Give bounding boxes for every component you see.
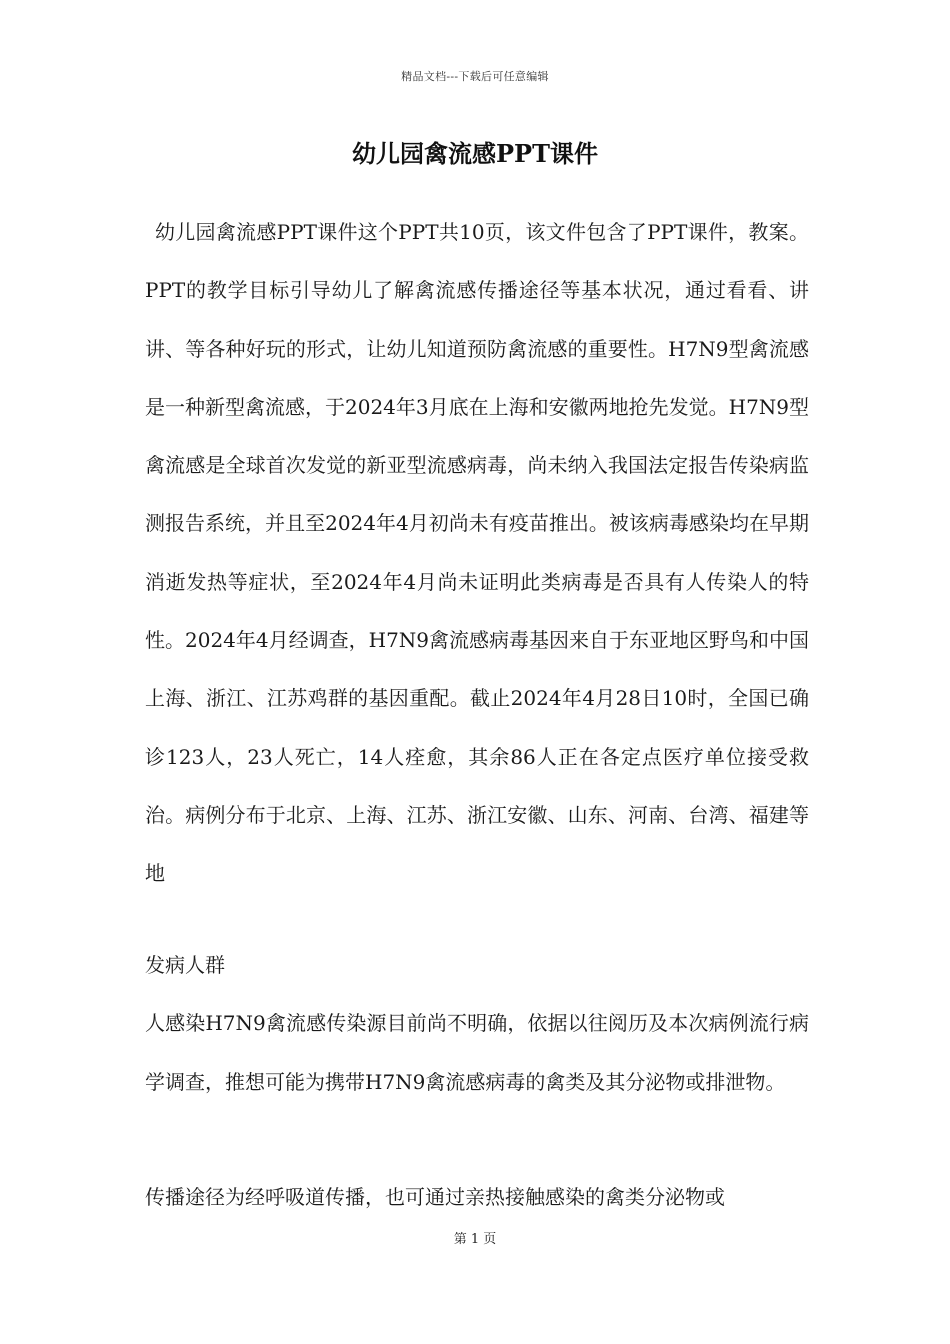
infection-source-paragraph: 人感染H7N9禽流感传染源目前尚不明确，依据以往阅历及本次病例流行病学调查，推想可能为携带H7N9禽流感病毒的禽类及其分泌物或排泄物。 (145, 1011, 809, 1094)
page-number-footer: 第 1 页 (453, 1232, 497, 1247)
intro-paragraph: 幼儿园禽流感PPT课件这个PPT共10页，该文件包含了PPT课件，教案。PPT的教学目标引导幼儿了解禽流感传播途径等基本状况，通过看看、讲讲、等各种好玩的形式，让幼儿知道预防禽流感的重要性。H7N9型禽流感是一种新型禽流感，于2024年3月底在上海和安徽两地抢先发觉。H7N9型禽流感是全球首次发觉的新亚型流感病毒，尚未纳入我国法定报告传染病监测报告系统，并且至2024年4月初尚未有疫苗推出。被该病毒感染均在早期消逝发热等症状，至2024年4月尚未证明此类病毒是否具有人传染人的特性。2024年4月经调查，H7N9禽流感病毒基因来自于东亚地区野鸟和中国上海、浙江、江苏鸡群的基因重配。截止2024年4月28日10时，全国已确诊123人，23人死亡，14人痊愈，其余86人正在各定点医疗单位接受救治。病例分布于北京、上海、江苏、浙江安徽、山东、河南、台湾、福建等地 (145, 220, 810, 886)
transmission-paragraph: 传播途径为经呼吸道传播，也可通过亲热接触感染的禽类分泌物或 (145, 1185, 725, 1209)
section-heading-onset-population: 发病人群 (145, 953, 225, 977)
header-note: 精品文档---下载后可任意编辑 (401, 70, 549, 83)
page-title: 幼儿园禽流感PPT课件 (352, 139, 598, 168)
